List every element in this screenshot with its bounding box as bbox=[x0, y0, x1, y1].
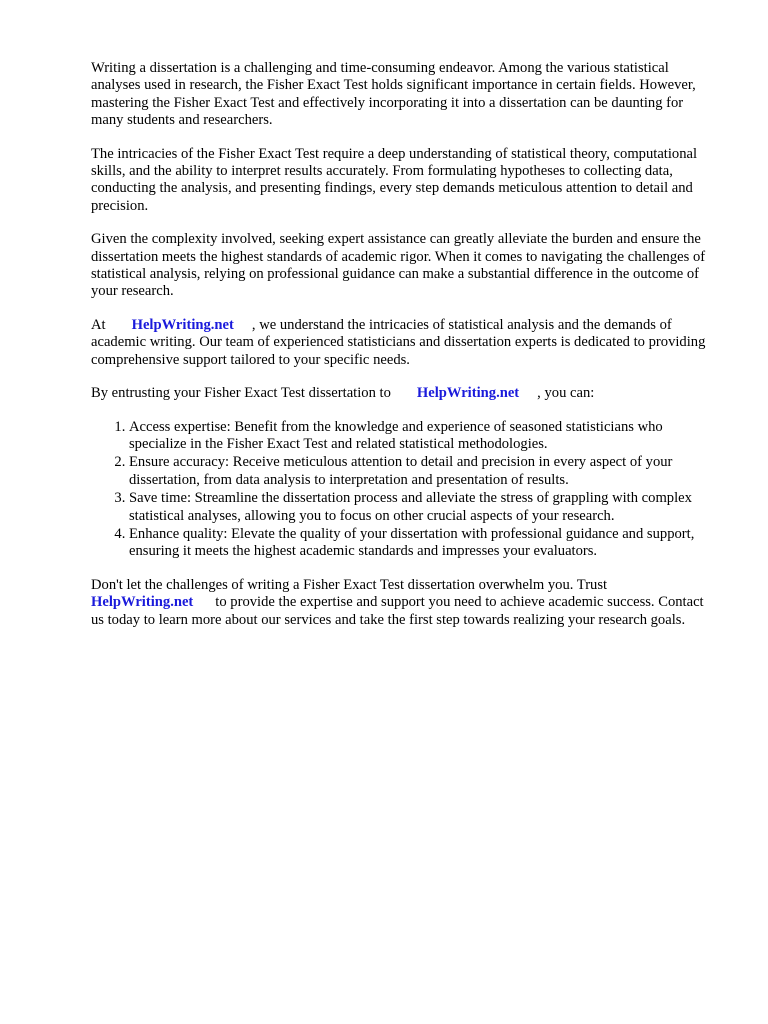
benefits-list bbox=[91, 419, 715, 561]
helpwriting-link-entrust[interactable]: HelpWriting.net bbox=[416, 385, 520, 402]
document-page bbox=[91, 60, 715, 645]
intro-prefix: At bbox=[91, 316, 106, 333]
intro-suffix: , we understand the intricacies of statistical analysis and the demands of academic writing. Our team of experienced statisticians and dissertation experts is dedicated to providing comprehensive support tailored to your specific needs. bbox=[91, 316, 706, 368]
helpwriting-link-closing[interactable]: HelpWriting.net bbox=[91, 594, 194, 611]
entrust-suffix: , you can: bbox=[537, 385, 595, 402]
benefit-item-expertise: 1. Access expertise: Benefit from the knowledge and experience of seasoned statisticians who specialize in the Fisher Exact Test and related statistical methodologies. bbox=[129, 419, 715, 454]
closing-suffix: to provide the expertise and support you need to achieve academic success. Contact us today to learn more about our services and take the first step towards realizing your research goals. bbox=[91, 594, 704, 628]
paragraph-intricacies: The intricacies of the Fisher Exact Test require a deep understanding of statistical theory, computational skills, and the ability to interpret results accurately. From formulating hypotheses to collecting data, conducting the analysis, and presenting findings, every step demands meticulous attention to detail and precision. bbox=[91, 145, 698, 214]
benefit-item-time: 3. Save time: Streamline the dissertation process and alleviate the stress of grappling with complex statistical analyses, allowing you to focus on other crucial aspects of your research. bbox=[129, 490, 715, 525]
closing-prefix: Don't let the challenges of writing a Fisher Exact Test dissertation overwhelm you. Trust bbox=[91, 576, 608, 593]
helpwriting-link-intro[interactable]: HelpWriting.net bbox=[131, 316, 234, 333]
paragraph-intro-dissertation: Writing a dissertation is a challenging and time-consuming endeavor. Among the various statistical analyses used in research, the Fisher Exact Test holds significant importance in certain fields. However, mastering the Fisher Exact Test and effectively incorporating it into a dissertation can be daunting for many students and researchers. bbox=[91, 60, 696, 129]
paragraph-helpwriting-intro bbox=[91, 317, 715, 369]
paragraph-closing bbox=[91, 577, 715, 629]
paragraph-complexity: Given the complexity involved, seeking expert assistance can greatly alleviate the burden and ensure the dissertation meets the highest standards of academic rigor. When it comes to navigating the challenges of statistical analysis, relying on professional guidance can make a substantial difference in the outcome of your research. bbox=[91, 231, 706, 300]
paragraph-entrust bbox=[91, 385, 715, 402]
entrust-prefix: By entrusting your Fisher Exact Test dissertation to bbox=[91, 385, 391, 402]
benefit-item-accuracy: 2. Ensure accuracy: Receive meticulous attention to detail and precision in every aspect of your dissertation, from data analysis to interpretation and presentation of results. bbox=[129, 454, 715, 489]
benefit-item-quality: 4. Enhance quality: Elevate the quality of your dissertation with professional guidance and support, ensuring it meets the highest academic standards and impresses your evaluators. bbox=[129, 526, 715, 561]
